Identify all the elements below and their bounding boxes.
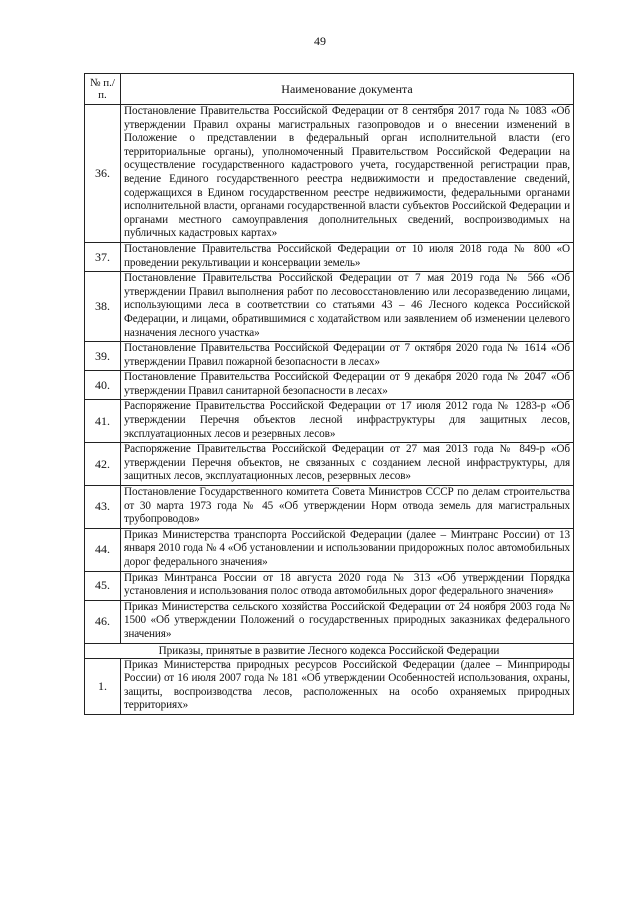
row-number: 36. [85,105,121,243]
table-row [85,486,574,529]
row-document: Постановление Правительства Российской Федерации от 8 сентября 2017 года № 1083 «Об утверждении Правил охраны магистральных газопроводов и о внесении изменений в Положение о представлении в федеральный орган исполнительной власти (его территориальные органы), уполномоченный Правительством Российской Федерации на осуществление государственного кадастрового учета, государственной регистрации прав, ведение Единого государственного реестра недвижимости и предоставление сведений, содержащихся в Едином государственном реестре недвижимости, федеральными органами исполнительной власти, органами государственной власти субъектов Российской Федерации и органами местного самоуправления дополнительных сведений, воспроизводимых на публичных кадастровых картах» [121,105,574,243]
row-document: Приказ Министерства сельского хозяйства Российской Федерации от 24 ноября 2003 года № 1500 «Об утверждении Положений о государственных природных заказниках федерального значения» [121,600,574,643]
row-document: Распоряжение Правительства Российской Федерации от 17 июля 2012 года № 1283-р «Об утверждении Перечня объектов лесной инфраструктуры для защитных лесов, эксплуатационных лесов и резервных лесов» [121,400,574,443]
row-document: Постановление Правительства Российской Федерации от 10 июля 2018 года № 800 «О проведении рекультивации и консервации земель» [121,242,574,271]
row-number: 45. [85,571,121,600]
row-document: Распоряжение Правительства Российской Федерации от 27 мая 2013 года № 849-р «Об утверждении Перечня объектов, не связанных с созданием лесной инфраструктуры, для защитных лесов, эксплуатационных лесов, резервных лесов» [121,443,574,486]
header-num: № п./п. [85,74,121,105]
row-document: Постановление Государственного комитета Совета Министров СССР по делам строительства от 30 марта 1973 года № 45 «Об утверждении Норм отвода земель для магистральных трубопроводов» [121,486,574,529]
header-name: Наименование документа [121,74,574,105]
row-document: Приказ Министерства транспорта Российской Федерации (далее – Минтранс России) от 13 января 2010 года № 4 «Об установлении и использовании придорожных полос автомобильных дорог федерального значения» [121,528,574,571]
section-title: Приказы, принятые в развитие Лесного кодекса Российской Федерации [85,643,574,658]
table-row [85,400,574,443]
row-document: Постановление Правительства Российской Федерации от 7 мая 2019 года № 566 «Об утверждении Правил выполнения работ по лесовосстановлению или лесоразведению лицами, использующими леса в соответствии со статьями 43 – 46 Лесного кодекса Российской Федерации, и лицами, обратившимися с ходатайством или заявлением об изменении целевого назначения лесного участка» [121,272,574,342]
table-header-row [85,74,574,105]
row-number: 42. [85,443,121,486]
documents-table [84,73,574,715]
table-row [85,105,574,243]
row-number: 39. [85,342,121,371]
page-number: 49 [314,34,326,48]
row-number: 38. [85,272,121,342]
table-row [85,658,574,714]
row-number: 37. [85,242,121,271]
table-row [85,242,574,271]
section-header-row [85,643,574,658]
row-number: 43. [85,486,121,529]
table-row [85,528,574,571]
table-row [85,443,574,486]
row-document: Постановление Правительства Российской Федерации от 7 октября 2020 года № 1614 «Об утверждении Правил пожарной безопасности в лесах» [121,342,574,371]
row-number: 41. [85,400,121,443]
table-row [85,342,574,371]
row-document: Приказ Министерства природных ресурсов Российской Федерации (далее – Минприроды России) от 16 июля 2007 года № 181 «Об утверждении Особенностей использования, охраны, защиты, воспроизводства лесов, расположенных на особо охраняемых природных территориях» [121,658,574,714]
row-document: Приказ Минтранса России от 18 августа 2020 года № 313 «Об утверждении Порядка установления и использования полос отвода автомобильных дорог федерального значения» [121,571,574,600]
row-document: Постановление Правительства Российской Федерации от 9 декабря 2020 года № 2047 «Об утверждении Правил санитарной безопасности в лесах» [121,371,574,400]
row-number: 46. [85,600,121,643]
row-number: 1. [85,658,121,714]
table-row [85,272,574,342]
row-number: 40. [85,371,121,400]
table-row [85,571,574,600]
table-row [85,600,574,643]
table-row [85,371,574,400]
row-number: 44. [85,528,121,571]
